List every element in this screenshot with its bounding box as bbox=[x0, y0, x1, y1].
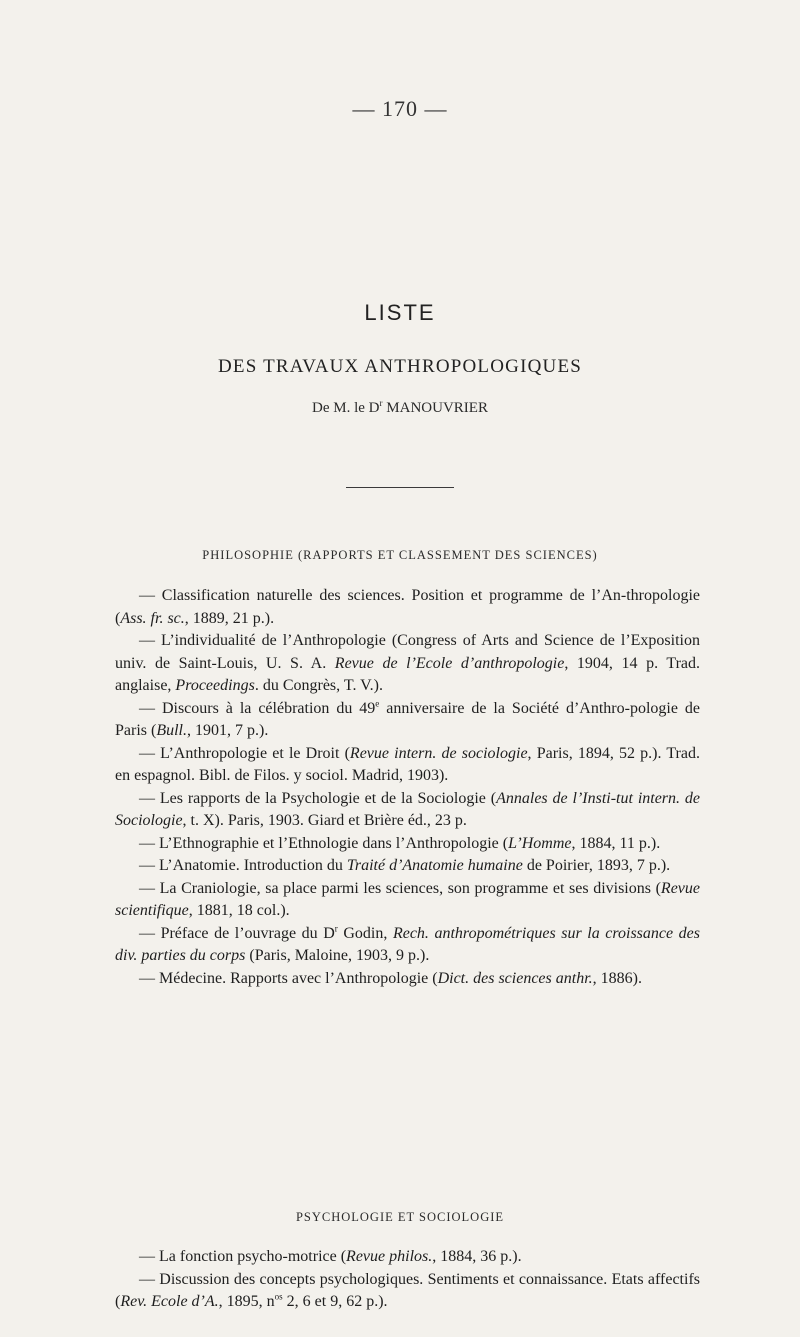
bibliography-entry bbox=[115, 1246, 700, 1269]
entry-text: — La fonction psycho-motrice ( bbox=[139, 1248, 347, 1265]
entry-superscript: e bbox=[375, 698, 380, 709]
entry-italic-title: Revue philos. bbox=[346, 1248, 433, 1265]
entry-text: — Discussion des concepts psychologiques. Sentiments et connaissance. Etats affectifs ( bbox=[115, 1270, 700, 1310]
entry-text: , t. X). Paris, 1903. Giard et Brière éd., 23 p. bbox=[182, 812, 467, 829]
entry-italic-title: Proceedings bbox=[175, 677, 255, 694]
entry-text: Godin, bbox=[337, 924, 393, 942]
entry-text: , Paris, 1894, 52 p.). Trad. en espagnol. Bibl. de Filos. y sociol. Madrid, 1903). bbox=[115, 744, 700, 784]
entry-text: — La Craniologie, sa place parmi les sciences, son programme et ses divisions ( bbox=[139, 879, 661, 897]
bibliography-entry bbox=[115, 630, 700, 698]
section-heading-philosophie: PHILOSOPHIE (RAPPORTS ET CLASSEMENT DES SCIENCES) bbox=[202, 548, 598, 562]
entry-text: anniversaire de la Société d’Anthro-pologie de Paris ( bbox=[115, 699, 700, 739]
bibliography-entry bbox=[115, 788, 700, 833]
entry-italic-title: Annales de l’Insti-tut intern. de Sociologie bbox=[115, 789, 701, 829]
entry-text: . du Congrès, T. V.). bbox=[254, 677, 383, 694]
entry-italic-title: Rech. anthropométriques sur la croissance des div. parties du corps bbox=[115, 924, 701, 964]
entry-list-philosophie bbox=[115, 585, 700, 990]
section-heading-psychologie: PSYCHOLOGIE ET SOCIOLOGIE bbox=[295, 1210, 505, 1224]
bibliography-entry bbox=[115, 743, 700, 788]
bibliography-entry bbox=[115, 698, 700, 743]
entry-text: , 1895, n bbox=[218, 1293, 275, 1310]
entry-text: , 1889, 21 p.). bbox=[184, 609, 275, 627]
page-number: — 170 — bbox=[352, 96, 448, 121]
entry-text: , 1881, 18 col.). bbox=[188, 902, 290, 919]
entry-superscript: r bbox=[334, 923, 338, 934]
entry-italic-title: Traité d’Anatomie humaine bbox=[346, 857, 523, 874]
bibliography-entry bbox=[115, 1269, 700, 1314]
document-title: LISTE bbox=[364, 300, 436, 325]
entry-text: — Préface de l’ouvrage du D bbox=[139, 924, 335, 942]
entry-italic-title: Ass. fr. sc. bbox=[120, 609, 185, 627]
author-prefix: De M. le D bbox=[312, 400, 380, 416]
entry-text: , 1886). bbox=[592, 969, 642, 987]
entry-text: (Paris, Maloine, 1903, 9 p.). bbox=[245, 947, 430, 964]
entry-text: — L’Anatomie. Introduction du bbox=[139, 857, 347, 874]
bibliography-entry bbox=[115, 833, 700, 856]
entry-italic-title: Revue scientifique bbox=[115, 879, 700, 919]
entry-superscript: os bbox=[274, 1291, 283, 1302]
entry-text: — Classification naturelle des sciences. Position et programme de l’An-thropologie ( bbox=[115, 587, 700, 627]
author-name: MANOUVRIER bbox=[386, 400, 488, 416]
entry-text: , 1904, 14 p. Trad. anglaise, bbox=[115, 654, 701, 694]
entry-text: — Discours à la célébration du 49 bbox=[139, 699, 376, 717]
bibliography-entry bbox=[115, 878, 700, 923]
entry-italic-title: Rev. Ecole d’A. bbox=[120, 1293, 219, 1310]
entry-italic-title: Dict. des sciences anthr. bbox=[437, 969, 593, 987]
entry-italic-title: Bull. bbox=[156, 722, 187, 739]
entry-italic-title: Revue de l’Ecole d’anthropologie bbox=[334, 654, 565, 672]
entry-text: — L’individualité de l’Anthropologie (Congress of Arts and Science de l’Exposition univ. de Saint-Louis, U. S. A. bbox=[115, 632, 700, 672]
entry-text: 2, 6 et 9, 62 p.). bbox=[282, 1293, 388, 1310]
document-subtitle: DES TRAVAUX ANTHROPOLOGIQUES bbox=[217, 356, 583, 377]
bibliography-entry bbox=[115, 855, 700, 878]
bibliography-entry bbox=[115, 968, 700, 991]
title-divider bbox=[346, 487, 454, 488]
entry-text: , 1901, 7 p.). bbox=[187, 722, 269, 739]
bibliography-entry bbox=[115, 585, 700, 630]
entry-text: — Les rapports de la Psychologie et de la Sociologie ( bbox=[139, 789, 497, 807]
bibliography-entry bbox=[115, 923, 700, 968]
entry-text: de Poirier, 1893, 7 p.). bbox=[522, 857, 671, 874]
entry-text: — Médecine. Rapports avec l’Anthropologie ( bbox=[139, 969, 438, 987]
entry-text: , 1884, 36 p.). bbox=[432, 1248, 522, 1265]
entry-text: — L’Anthropologie et le Droit ( bbox=[139, 744, 350, 762]
entry-text: — L’Ethnographie et l’Ethnologie dans l’Anthropologie ( bbox=[139, 834, 509, 852]
entry-text: , 1884, 11 p.). bbox=[571, 834, 661, 852]
entry-list-psychologie bbox=[115, 1246, 700, 1314]
entry-italic-title: L’Homme bbox=[508, 834, 572, 852]
entry-italic-title: Revue intern. de sociologie bbox=[349, 744, 528, 762]
author-prefix-sup: r bbox=[379, 398, 383, 408]
author-line bbox=[0, 400, 800, 417]
